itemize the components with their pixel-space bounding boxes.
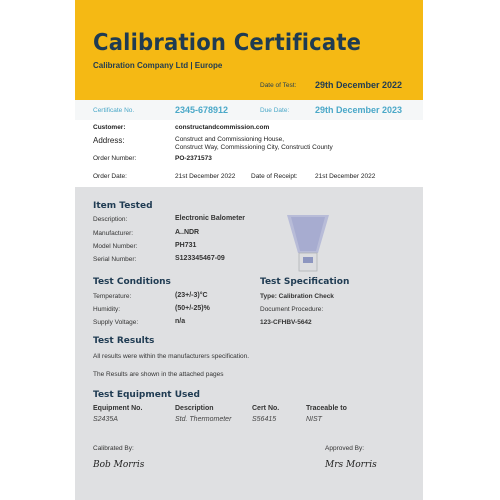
equipment-column-cert: Cert No. bbox=[252, 405, 280, 412]
address-line-1: Construct and Commissioning House, bbox=[175, 136, 285, 143]
humidity-label: Humidity: bbox=[93, 306, 121, 313]
item-tested-heading: Item Tested bbox=[93, 201, 153, 211]
equipment-row-traceable: NIST bbox=[306, 416, 322, 423]
model-label: Model Number: bbox=[93, 243, 138, 250]
order-number-value: PO-2371573 bbox=[175, 155, 212, 162]
specification-type: Type: Calibration Check bbox=[260, 293, 334, 300]
supply-voltage-label: Supply Voltage: bbox=[93, 319, 139, 326]
approved-by-label: Approved By: bbox=[325, 445, 365, 452]
address-line-2: Construct Way, Commissioning City, Constructi County bbox=[175, 144, 333, 151]
equipment-row-cert: S56415 bbox=[252, 416, 277, 423]
model-value: PH731 bbox=[175, 242, 197, 249]
humidity-value: (50+/-25)% bbox=[175, 305, 210, 312]
certificate-title: Calibration Certificate bbox=[93, 30, 362, 56]
equipment-row-equipment: S2435A bbox=[93, 416, 118, 423]
date-of-receipt-value: 21st December 2022 bbox=[315, 173, 376, 180]
temperature-value: (23+/-3)°C bbox=[175, 292, 208, 299]
date-of-test-value: 29th December 2022 bbox=[315, 80, 403, 90]
document-procedure-label: Document Procedure: bbox=[260, 306, 324, 313]
certificate-number-label: Certificate No. bbox=[93, 107, 135, 114]
test-equipment-heading: Test Equipment Used bbox=[93, 390, 200, 400]
test-results-line-2: The Results are shown in the attached pages bbox=[93, 371, 224, 378]
certificate-number-value: 2345-678912 bbox=[175, 105, 229, 115]
description-value: Electronic Balometer bbox=[175, 215, 246, 222]
customer-info bbox=[75, 120, 423, 187]
test-results-heading: Test Results bbox=[93, 336, 155, 346]
equipment-row-description: Std. Thermometer bbox=[175, 416, 232, 423]
due-date-value: 29th December 2023 bbox=[315, 105, 403, 115]
certificate-page bbox=[75, 0, 423, 500]
customer-value: constructandcommission.com bbox=[175, 124, 270, 131]
date-of-receipt-label: Date of Receipt: bbox=[251, 173, 298, 180]
due-date-label: Due Date: bbox=[260, 107, 290, 114]
calibrated-by-signature: Bob Morris bbox=[93, 460, 145, 470]
manufacturer-label: Manufacturer: bbox=[93, 230, 134, 237]
equipment-column-description: Description bbox=[175, 405, 214, 412]
details-panel bbox=[75, 187, 423, 500]
approved-by-signature: Mrs Morris bbox=[325, 460, 377, 470]
document-procedure-value: 123-CFHBV-5642 bbox=[260, 319, 312, 326]
address-label: Address: bbox=[93, 136, 125, 145]
description-label: Description: bbox=[93, 216, 128, 223]
certificate-header bbox=[75, 0, 423, 100]
order-date-label: Order Date: bbox=[93, 173, 127, 180]
temperature-label: Temperature: bbox=[93, 293, 132, 300]
order-date-value: 21st December 2022 bbox=[175, 173, 236, 180]
customer-label: Customer: bbox=[93, 124, 126, 131]
serial-value: S123345467-09 bbox=[175, 255, 225, 262]
order-number-label: Order Number: bbox=[93, 155, 137, 162]
test-specification-heading: Test Specification bbox=[260, 277, 350, 287]
equipment-column-equipment: Equipment No. bbox=[93, 405, 143, 412]
equipment-column-traceable: Traceable to bbox=[306, 405, 347, 412]
balometer-image bbox=[285, 213, 331, 275]
certificate-number-band bbox=[75, 100, 423, 120]
company-name: Calibration Company Ltd | Europe bbox=[93, 61, 223, 70]
date-of-test-label: Date of Test: bbox=[260, 82, 297, 89]
test-results-line-1: All results were within the manufacturers specification. bbox=[93, 353, 250, 360]
supply-voltage-value: n/a bbox=[175, 318, 186, 325]
serial-label: Serial Number: bbox=[93, 256, 137, 263]
manufacturer-value: A..NDR bbox=[175, 229, 200, 236]
test-conditions-heading: Test Conditions bbox=[93, 277, 171, 287]
calibrated-by-label: Calibrated By: bbox=[93, 445, 134, 452]
